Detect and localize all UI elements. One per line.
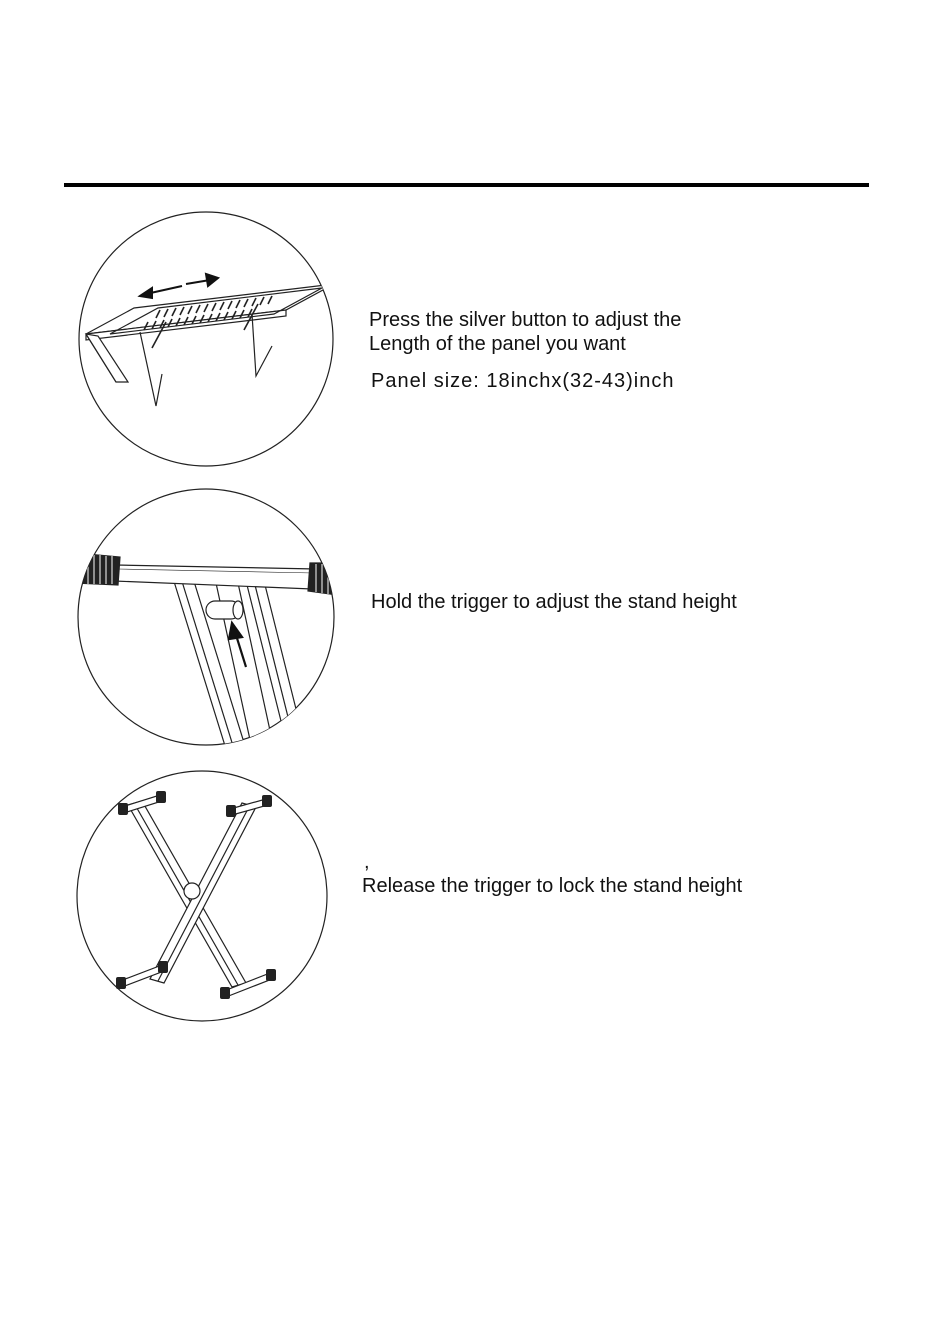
- header-divider: [64, 183, 869, 187]
- step-2-illustration: [76, 487, 338, 747]
- step-1-panel-size: Panel size: 18inchx(32-43)inch: [371, 370, 675, 392]
- step-1-illustration: [76, 210, 338, 468]
- step-1-instruction-line-1: Press the silver button to adjust the: [369, 309, 682, 331]
- adjustable-panel-tray-icon: [76, 210, 338, 468]
- step-3-instruction: Release the trigger to lock the stand height: [362, 875, 743, 897]
- step-3-stray-mark: ,: [364, 851, 370, 873]
- step-1-instruction-line-2: Length of the panel you want: [369, 333, 626, 355]
- x-stand-frame-icon: [70, 769, 334, 1023]
- stand-trigger-closeup-icon: [76, 487, 338, 747]
- step-3-illustration: [70, 769, 334, 1023]
- step-2-instruction: Hold the trigger to adjust the stand height: [371, 591, 737, 613]
